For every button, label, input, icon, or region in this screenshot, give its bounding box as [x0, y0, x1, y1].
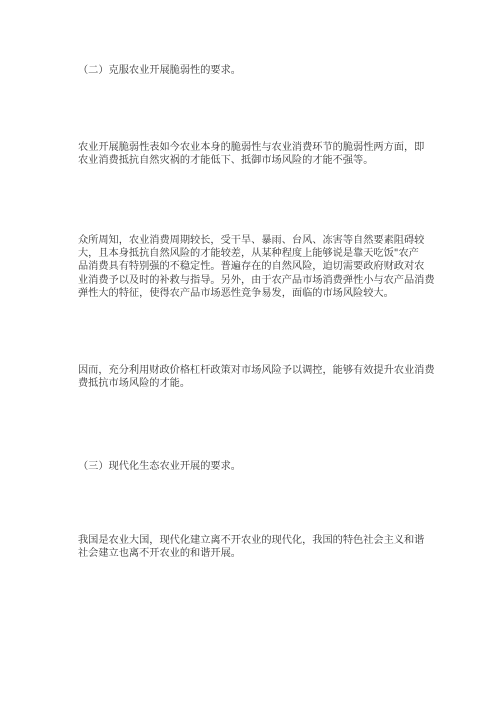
- paragraph-4-line-1: 我国是农业大国，现代化建立离不开农业的现代化，我国的特色社会主义和谐: [78, 535, 425, 546]
- paragraph-2-line-3: 品消费具有特别强的不稳定性。普遍存在的自然风险，迫切需要政府财政对农: [78, 261, 425, 273]
- section-heading-2: （二）克服农业开展脆弱性的要求。: [78, 65, 241, 76]
- paragraph-2: [78, 234, 435, 300]
- paragraph-4-line-2: 社会建立也离不开农业的和谐开展。: [78, 548, 241, 560]
- paragraph-3-line-1: 因而，充分利用财政价格杠杆政策对市场风险予以调控，能够有效提升农业消费: [78, 365, 435, 376]
- section-heading-3: （三）现代化生态农业开展的要求。: [78, 461, 241, 472]
- paragraph-4: [78, 534, 428, 560]
- paragraph-2-line-2: 大，且本身抵抗自然风险的才能较差，从某种程度上能够说是靠天吃饭"农产: [78, 248, 419, 260]
- paragraph-2-line-4: 业消费予以及时的补救与指导。另外，由于农产品市场消费弹性小与农产品消费: [78, 274, 435, 286]
- paragraph-1-line-1: 农业开展脆弱性表如今农业本身的脆弱性与农业消费环节的脆弱性两方面，即: [78, 142, 425, 153]
- paragraph-1: [78, 141, 428, 167]
- paragraph-3: [78, 364, 435, 390]
- paragraph-2-line-5: 弹性大的特征，使得农产品市场恶性竞争易发，面临的市场风险较大。: [78, 287, 394, 299]
- paragraph-1-line-2: 农业消费抵抗自然灾祸的才能低下、抵御市场风险的才能不强等。: [78, 155, 374, 167]
- paragraph-2-line-1: 众所周知，农业消费周期较长，受干旱、暴雨、台风、冻害等自然要素阻碍较: [78, 235, 425, 246]
- paragraph-3-line-2: 费抵抗市场风险的才能。: [78, 378, 191, 390]
